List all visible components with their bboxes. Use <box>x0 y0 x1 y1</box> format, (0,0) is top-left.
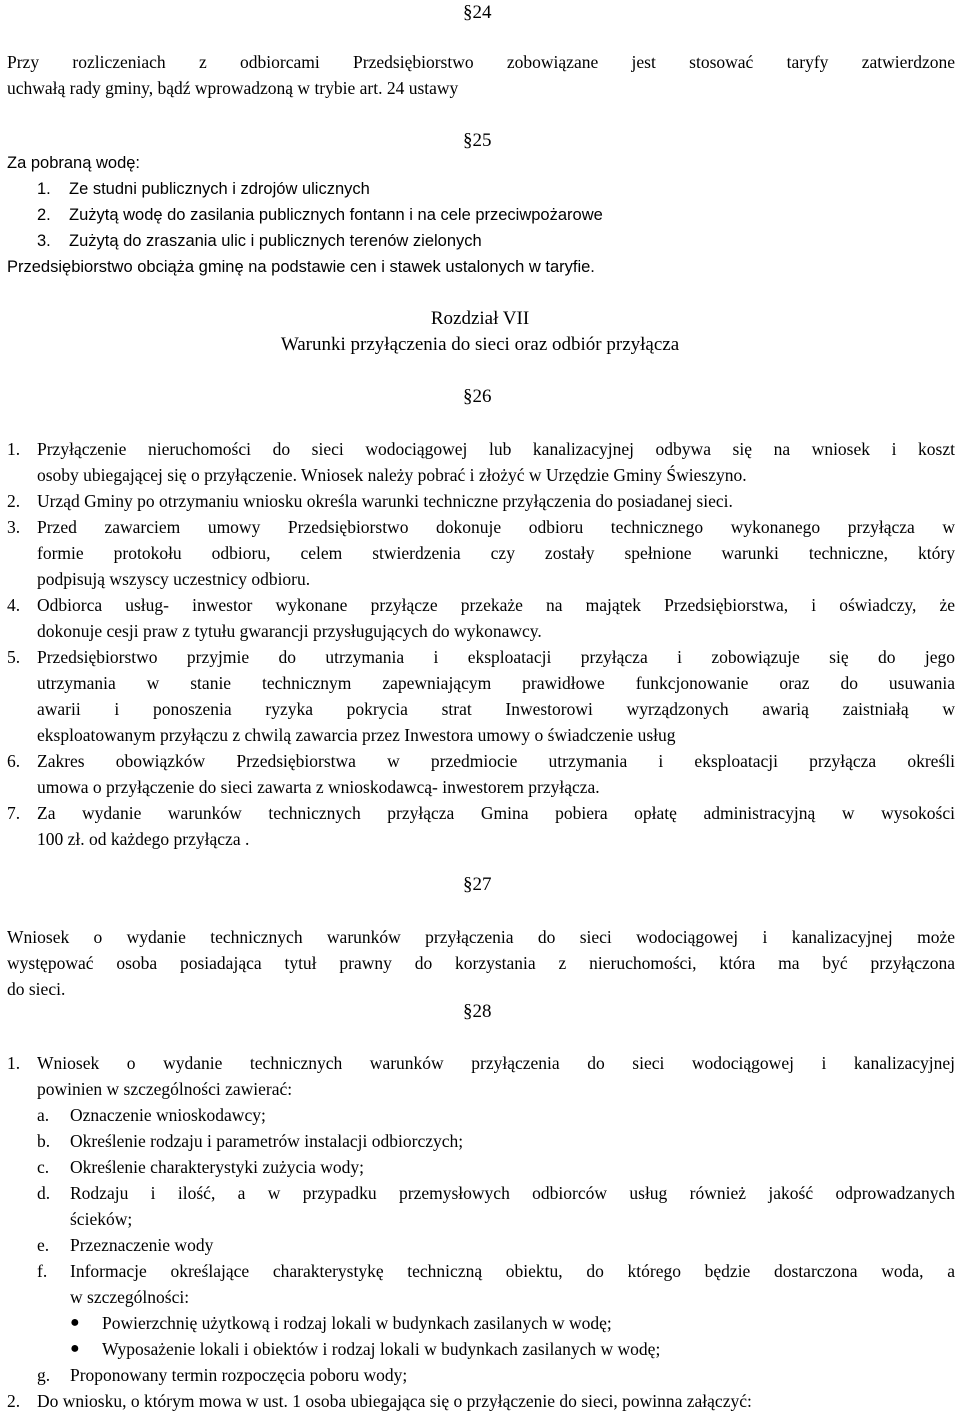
section-26-item-6-line-1: Zakres obowiązków Przedsiębiorstwa w przedmiocie utrzymania i eksploatacji przyłącza określi <box>37 751 955 771</box>
section-28-sub-f-line-1: Informacje określające charakterystykę techniczną obiektu, do którego będzie dostarczona woda, a <box>70 1261 955 1281</box>
section-28-sub-f-line-2: w szczególności: <box>70 1287 190 1307</box>
section-25-outro: Przedsiębiorstwo obciąża gminę na podstawie cen i stawek ustalonych w taryfie. <box>7 258 595 276</box>
section-26-item-5-line-2: utrzymania w stanie technicznym zapewniającym prawidłowe funkcjonowanie oraz do usuwania <box>37 673 955 693</box>
chapter-subtitle: Warunki przyłączenia do sieci oraz odbiór przyłącza <box>280 334 680 355</box>
section-28-sub-d-line-2: ścieków; <box>70 1209 133 1229</box>
section-25-intro: Za pobraną wodę: <box>7 154 141 172</box>
section-27-line-1: Wniosek o wydanie technicznych warunków przyłączenia do sieci wodociągowej i kanalizacyjnej może <box>7 927 955 947</box>
section-27-line-2: występować osoba posiadająca tytuł prawny do korzystania z nieruchomości, która ma być przyłączona <box>7 953 955 973</box>
bullet-icon: ● <box>70 1314 80 1331</box>
section-28-item-1-line-2: powinien w szczególności zawierać: <box>37 1079 293 1099</box>
section-28-bullet-2: Wyposażenie lokali i obiektów i rodzaj lokali w budynkach zasilanych w wodę; <box>102 1339 661 1359</box>
section-26-item-1-num: 1. <box>7 439 21 459</box>
section-27-line-3: do sieci. <box>7 979 66 999</box>
section-28-sub-f-letter: f. <box>37 1261 48 1281</box>
section-28-sub-b-letter: b. <box>37 1131 51 1151</box>
section-26-item-3-line-1: Przed zawarciem umowy Przedsiębiorstwo dokonuje odbioru technicznego wykonanego przyłącza w <box>37 517 955 537</box>
section-28-bullet-1: Powierzchnię użytkową i rodzaj lokali w budynkach zasilanych w wodę; <box>102 1313 612 1333</box>
section-28-sub-e-letter: e. <box>37 1235 50 1255</box>
section-26-item-4-num: 4. <box>7 595 21 615</box>
section-26-mark: §26 <box>463 386 492 407</box>
section-26-item-3-line-2: formie protokołu odbioru, celem stwierdzenia czy zostały spełnione warunki techniczne, który <box>37 543 955 563</box>
section-25-item-3-text: Zużytą do zraszania ulic i publicznych terenów zielonych <box>69 232 482 250</box>
section-28-mark: §28 <box>463 1001 492 1022</box>
section-28-item-1-line-1: Wniosek o wydanie technicznych warunków przyłączenia do sieci wodociągowej i kanalizacyjnej <box>37 1053 955 1073</box>
section-26-item-2-num: 2. <box>7 491 21 511</box>
section-26-item-3-line-3: podpisują wszyscy uczestnicy odbioru. <box>37 569 311 589</box>
section-28-sub-c-text: Określenie charakterystyki zużycia wody; <box>70 1157 364 1177</box>
section-26-item-6-line-2: umowa o przyłączenie do sieci zawarta z wnioskodawcą- inwestorem przyłącza. <box>37 777 600 797</box>
section-26-item-3-num: 3. <box>7 517 21 537</box>
section-28-sub-e-text: Przeznaczenie wody <box>70 1235 214 1255</box>
section-26-item-4-line-2: dokonuje cesji praw z tytułu gwarancji przysługujących do wykonawcy. <box>37 621 542 641</box>
bullet-icon: ● <box>70 1340 80 1357</box>
section-26-item-1-line-1: Przyłączenie nieruchomości do sieci wodociągowej lub kanalizacyjnej odbywa się na wniosek i koszt <box>37 439 955 459</box>
section-25-item-3-num: 3. <box>37 232 51 250</box>
section-26-item-7-line-2: 100 zł. od każdego przyłącza . <box>37 829 250 849</box>
section-26-item-5-num: 5. <box>7 647 21 667</box>
section-28-sub-b-text: Określenie rodzaju i parametrów instalacji odbiorczych; <box>70 1131 464 1151</box>
section-24-text-line-1: Przy rozliczeniach z odbiorcami Przedsiębiorstwo zobowiązane jest stosować taryfy zatwierdzone <box>7 52 955 72</box>
section-28-item-2-text: Do wniosku, o którym mowa w ust. 1 osoba ubiegająca się o przyłączenie do sieci, powinna załączyć: <box>37 1391 752 1411</box>
section-28-sub-c-letter: c. <box>37 1157 50 1177</box>
section-28-sub-g-text: Proponowany termin rozpoczęcia poboru wody; <box>70 1365 408 1385</box>
section-25-item-2-text: Zużytą wodę do zasilania publicznych fontann i na cele przeciwpożarowe <box>69 206 603 224</box>
section-28-sub-d-line-1: Rodzaju i ilość, a w przypadku przemysłowych odbiorców usług również jakość odprowadzanych <box>70 1183 955 1203</box>
section-28-sub-g-letter: g. <box>37 1365 51 1385</box>
section-28-sub-a-text: Oznaczenie wnioskodawcy; <box>70 1105 266 1125</box>
section-26-item-5-line-3: awarii i ponoszenia ryzyka pokrycia strat Inwestorowi wyrządzonych awarią zaistniałą w <box>37 699 955 719</box>
section-26-item-4-line-1: Odbiorca usług- inwestor wykonane przyłącze przekaże na majątek Przedsiębiorstwa, i oświadczy, że <box>37 595 955 615</box>
section-28-item-1-num: 1. <box>7 1053 21 1073</box>
section-26-item-7-line-1: Za wydanie warunków technicznych przyłącza Gmina pobiera opłatę administracyjną w wysokości <box>37 803 955 823</box>
section-27-mark: §27 <box>463 874 492 895</box>
section-26-item-5-line-1: Przedsiębiorstwo przyjmie do utrzymania i eksploatacji przyłącza i zobowiązuje się do jego <box>37 647 955 667</box>
section-24-text-line-2: uchwałą rady gminy, bądź wprowadzoną w trybie art. 24 ustawy <box>7 78 459 98</box>
section-25-item-1-text: Ze studni publicznych i zdrojów ulicznych <box>69 180 370 198</box>
section-26-item-5-line-4: eksploatowanym przyłączu z chwilą zawarcia przez Inwestora umowy o świadczenie usług <box>37 725 676 745</box>
section-28-sub-a-letter: a. <box>37 1105 50 1125</box>
chapter-title: Rozdział VII <box>430 308 530 329</box>
section-26-item-6-num: 6. <box>7 751 21 771</box>
section-25-mark: §25 <box>463 130 492 151</box>
section-24-mark: §24 <box>463 2 492 23</box>
section-25-item-2-num: 2. <box>37 206 51 224</box>
section-28-sub-d-letter: d. <box>37 1183 51 1203</box>
section-26-item-2-line-1: Urząd Gminy po otrzymaniu wniosku określa warunki techniczne przyłączenia do posiadanej sieci. <box>37 491 733 511</box>
section-26-item-7-num: 7. <box>7 803 21 823</box>
section-26-item-1-line-2: osoby ubiegającej się o przyłączenie. Wniosek należy pobrać i złożyć w Urzędzie Gminy Świeszyno. <box>37 465 747 485</box>
section-28-item-2-num: 2. <box>7 1391 21 1411</box>
section-25-item-1-num: 1. <box>37 180 51 198</box>
